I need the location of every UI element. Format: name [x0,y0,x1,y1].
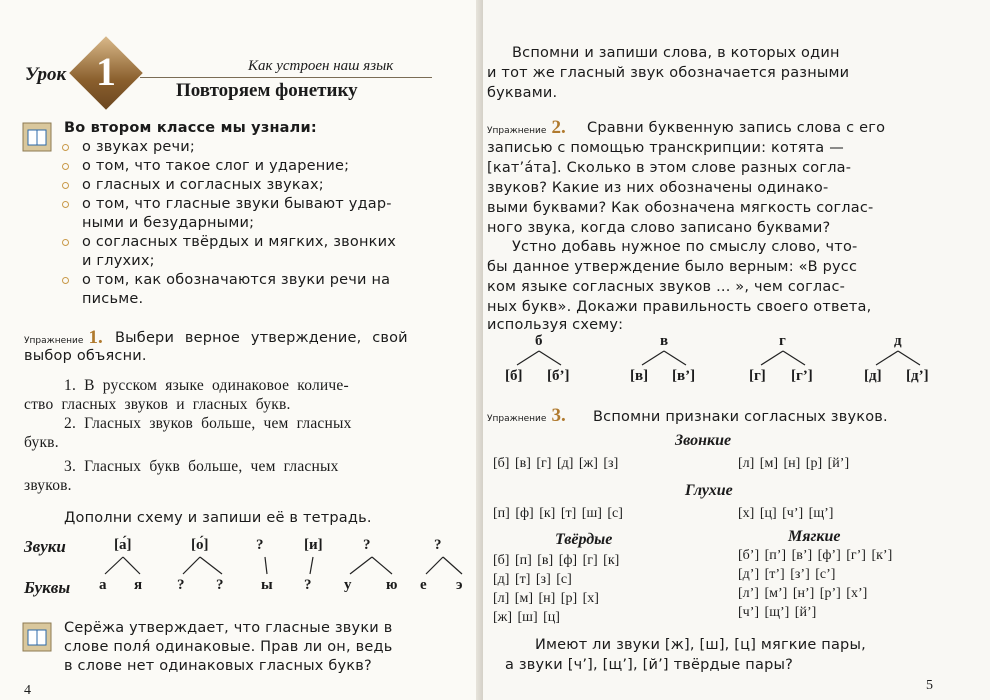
letter-cell: ю [386,577,398,593]
scheme-soft-sound: [б’] [547,368,570,384]
hard-row: [л] [м] [н] [р] [х] [493,591,599,606]
voiced-right: [л] [м] [н] [р] [й’] [738,456,850,471]
final-question-left-2: слове поля́ одинаковые. Прав ли он, ведь [64,639,393,655]
sound-cell: [и] [304,537,323,553]
scheme-soft-sound: [г’] [791,368,813,384]
sound-cell: ? [363,537,371,553]
scheme-arrow [183,557,200,574]
scheme-hard-sound: [г] [749,368,766,384]
intro-item-line: письме. [82,291,144,307]
exercise-2-line: ком языке согласных звуков ... », чем соглас- [487,279,846,295]
voiceless-heading: Глухие [685,482,733,499]
scheme-arrow [517,351,539,365]
exercise-2-line: Устно добавь нужное по смыслу слово, что- [512,239,858,255]
scheme-arrow [539,351,561,365]
right-intro-2: и тот же гласный звук обозначается разными [487,65,850,81]
intro-item-line: ными и безударными; [82,215,255,231]
letter-cell: ? [177,577,185,593]
lesson-number: 1 [96,49,116,94]
scheme-hard-sound: [б] [505,368,523,384]
intro-heading: Во втором классе мы узнали: [64,120,317,136]
exercise-2-line: записью с помощью транскрипции: котята — [487,140,844,156]
soft-row: [л’] [м’] [н’] [р’] [х’] [738,586,868,601]
final-question-right-2: а звуки [ч’], [щ’], [й’] твёрдые пары? [505,657,794,673]
exercise-1-option-line: 1. В русском языке одинаковое количе- [64,377,349,394]
exercise-1-option-line: звуков. [24,477,72,494]
scheme-soft-sound: [в’] [672,368,696,384]
sounds-label: Звуки [24,537,66,556]
exercise-1-option-line: 2. Гласных звуков больше, чем гласных [64,415,352,432]
exercise-2-line: [кат’а́та]. Сколько в этом слове разных согла- [487,160,852,176]
exercise-2-number: 2. [551,117,566,138]
left-page [0,0,483,700]
scheme-arrow [426,557,443,574]
final-question-left-3: в слове нет одинаковых гласных букв? [64,658,372,674]
exercise-1-number: 1. [88,327,103,348]
intro-item-line: о том, как обозначаются звуки речи на [82,272,391,288]
scheme-letter: в [660,333,669,349]
exercise-2-word: Упражнение [487,126,547,136]
soft-row: [ч’] [щ’] [й’] [738,605,817,620]
scheme-arrow [898,351,920,365]
letter-cell: ? [304,577,312,593]
hard-row: [ж] [ш] [ц] [493,610,560,625]
exercise-3-number: 3. [551,405,566,426]
exercise-1-option-line: 3. Гласных букв больше, чем гласных [64,458,339,475]
scheme-arrow [105,557,123,574]
letter-cell: я [134,577,143,593]
scheme-arrow [443,557,462,574]
intro-item-line: о гласных и согласных звуках; [82,177,324,193]
scheme-arrow [783,351,805,365]
sound-cell: ? [256,537,264,553]
letters-label: Буквы [24,578,71,597]
page-number-right: 5 [926,678,933,693]
sound-cell: [о́] [191,537,209,553]
exercise-1-option-line: ство гласных звуков и гласных букв. [24,396,291,413]
letter-cell: э [456,577,463,593]
topic-label: Как устроен наш язык [248,58,394,74]
exercise-2-line: выми буквами? Как обозначена мягкость соглас- [487,200,874,216]
letter-cell: а [99,577,107,593]
intro-item-line: и глухих; [82,253,155,269]
soft-row: [д’] [т’] [з’] [с’] [738,567,836,582]
final-question-right-1: Имеют ли звуки [ж], [ш], [ц] мягкие пары, [535,637,866,653]
scheme-hard-sound: [д] [864,368,882,384]
letter-cell: ы [261,577,273,593]
soft-row: [б’] [п’] [в’] [ф’] [г’] [к’] [738,548,893,563]
scheme-soft-sound: [д’] [906,368,929,384]
exercise-2-line: ных букв». Докажи правильность своего ответа, [487,299,872,315]
exercise-1-line-2: выбор объясни. [24,348,147,364]
scheme-letter: г [779,333,786,349]
exercise-1-option-line: букв. [24,434,59,451]
hard-heading: Твёрдые [555,531,613,548]
right-intro-3: буквами. [487,85,558,101]
scheme-arrow [664,351,686,365]
voiced-left: [б] [в] [г] [д] [ж] [з] [493,456,619,471]
hard-row: [д] [т] [з] [с] [493,572,572,587]
vowel-scheme-lines [0,0,483,700]
voiceless-right: [х] [ц] [ч’] [щ’] [738,506,834,521]
sound-cell: ? [434,537,442,553]
exercise-2-line: используя схему: [487,317,624,333]
exercise-1-line-1: Выбери верное утверждение, свой [115,330,408,346]
letter-cell: у [344,577,352,593]
scheme-letter: д [894,333,902,349]
page-number-left: 4 [24,683,31,698]
scheme-arrow [265,557,267,574]
hard-row: [б] [п] [в] [ф] [г] [к] [493,553,620,568]
intro-item-line: о звуках речи; [82,139,195,155]
final-question-left-1: Серёжа утверждает, что гласные звуки в [64,620,393,636]
right-intro-1: Вспомни и запиши слова, в которых один [512,45,840,61]
scheme-arrow [310,557,313,574]
scheme-arrow [200,557,222,574]
exercise-1-word: Упражнение [24,336,84,346]
intro-item-line: о согласных твёрдых и мягких, звонких [82,234,397,250]
exercise-2-line: бы данное утверждение было верным: «В русс [487,259,858,275]
book-icon [22,622,52,652]
intro-item-line: о том, что гласные звуки бывают удар- [82,196,392,212]
letter-cell: ? [216,577,224,593]
scheme-arrow [761,351,783,365]
scheme-arrow [123,557,140,574]
exercise-3-text: Вспомни признаки согласных звуков. [593,409,888,425]
scheme-hard-sound: [в] [630,368,649,384]
scheme-arrow [642,351,664,365]
scheme-arrow [372,557,392,574]
exercise-2-line: звуков? Какие из них обозначены одинако- [487,180,829,196]
exercise-2-line: ного звука, когда слово записано буквами? [487,220,831,236]
scheme-arrow [876,351,898,365]
soft-heading: Мягкие [788,528,841,545]
exercise-3-word: Упражнение [487,414,547,424]
page-title: Повторяем фонетику [176,80,358,101]
exercise-3-header [487,405,566,427]
scheme-arrow [350,557,372,574]
voiceless-left: [п] [ф] [к] [т] [ш] [с] [493,506,623,521]
exercise-2-line: Сравни буквенную запись слова с его [587,120,886,136]
voiced-heading: Звонкие [675,432,732,449]
right-page [483,0,990,700]
sound-cell: [а́] [114,537,132,553]
lesson-word: Урок [25,64,67,85]
scheme-letter: б [535,333,543,349]
letter-cell: е [420,577,427,593]
scheme-task: Дополни схему и запиши её в тетрадь. [64,510,372,526]
intro-item-line: о том, что такое слог и ударение; [82,158,350,174]
